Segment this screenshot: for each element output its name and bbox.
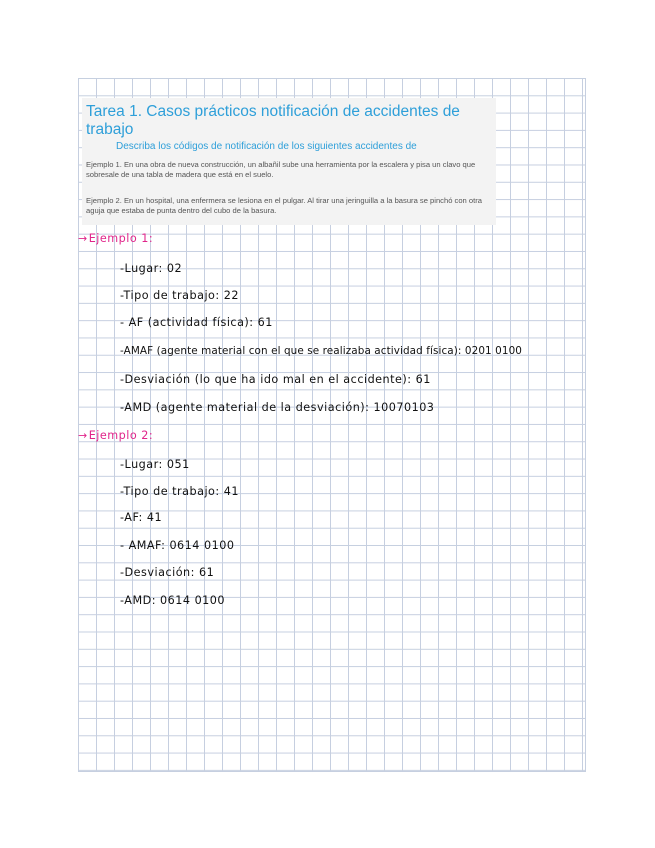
arrow-icon: → — [78, 232, 88, 245]
list-item: -AMD: 0614 0100 — [120, 594, 226, 607]
list-item: - AMAF: 0614 0100 — [120, 539, 235, 552]
task-subtitle: Describa los códigos de notificación de los siguientes accidentes de — [116, 141, 417, 152]
example-1-text: Ejemplo 1. En una obra de nueva construcción, un albañil sube una herramienta por la escalera y pisa un clavo que sobresale de una tabla de madera que está en el suelo. — [86, 160, 476, 179]
list-item: -AF: 41 — [120, 511, 163, 524]
list-item: -Desviación (lo que ha ido mal en el accidente): 61 — [120, 373, 431, 386]
list-item: -Desviación: 61 — [120, 566, 215, 579]
arrow-icon: → — [78, 429, 88, 442]
heading-example-1 — [78, 232, 153, 245]
example-2-text: Ejemplo 2. En un hospital, una enfermera se lesiona en el pulgar. Al tirar una jeringuilla a la basura se pinchó con otra aguja que estaba de punta dentro del cubo de la basura. — [86, 196, 482, 215]
heading-example-2-label: Ejemplo 2: — [88, 429, 154, 442]
heading-example-2 — [78, 429, 153, 442]
list-item: -Lugar: 02 — [120, 262, 183, 275]
list-item: -Lugar: 051 — [120, 458, 190, 471]
list-item: -AMAF (agente material con el que se realizaba actividad física): 0201 0100 — [120, 345, 523, 357]
list-item: - AF (actividad física): 61 — [120, 316, 273, 329]
task-title: Tarea 1. Casos prácticos notificación de accidentes de trabajo — [86, 103, 460, 138]
heading-example-1-label: Ejemplo 1: — [88, 232, 154, 245]
list-item: -Tipo de trabajo: 22 — [120, 289, 239, 302]
list-item: -Tipo de trabajo: 41 — [120, 485, 239, 498]
list-item: -AMD (agente material de la desviación): 10070103 — [120, 401, 435, 414]
